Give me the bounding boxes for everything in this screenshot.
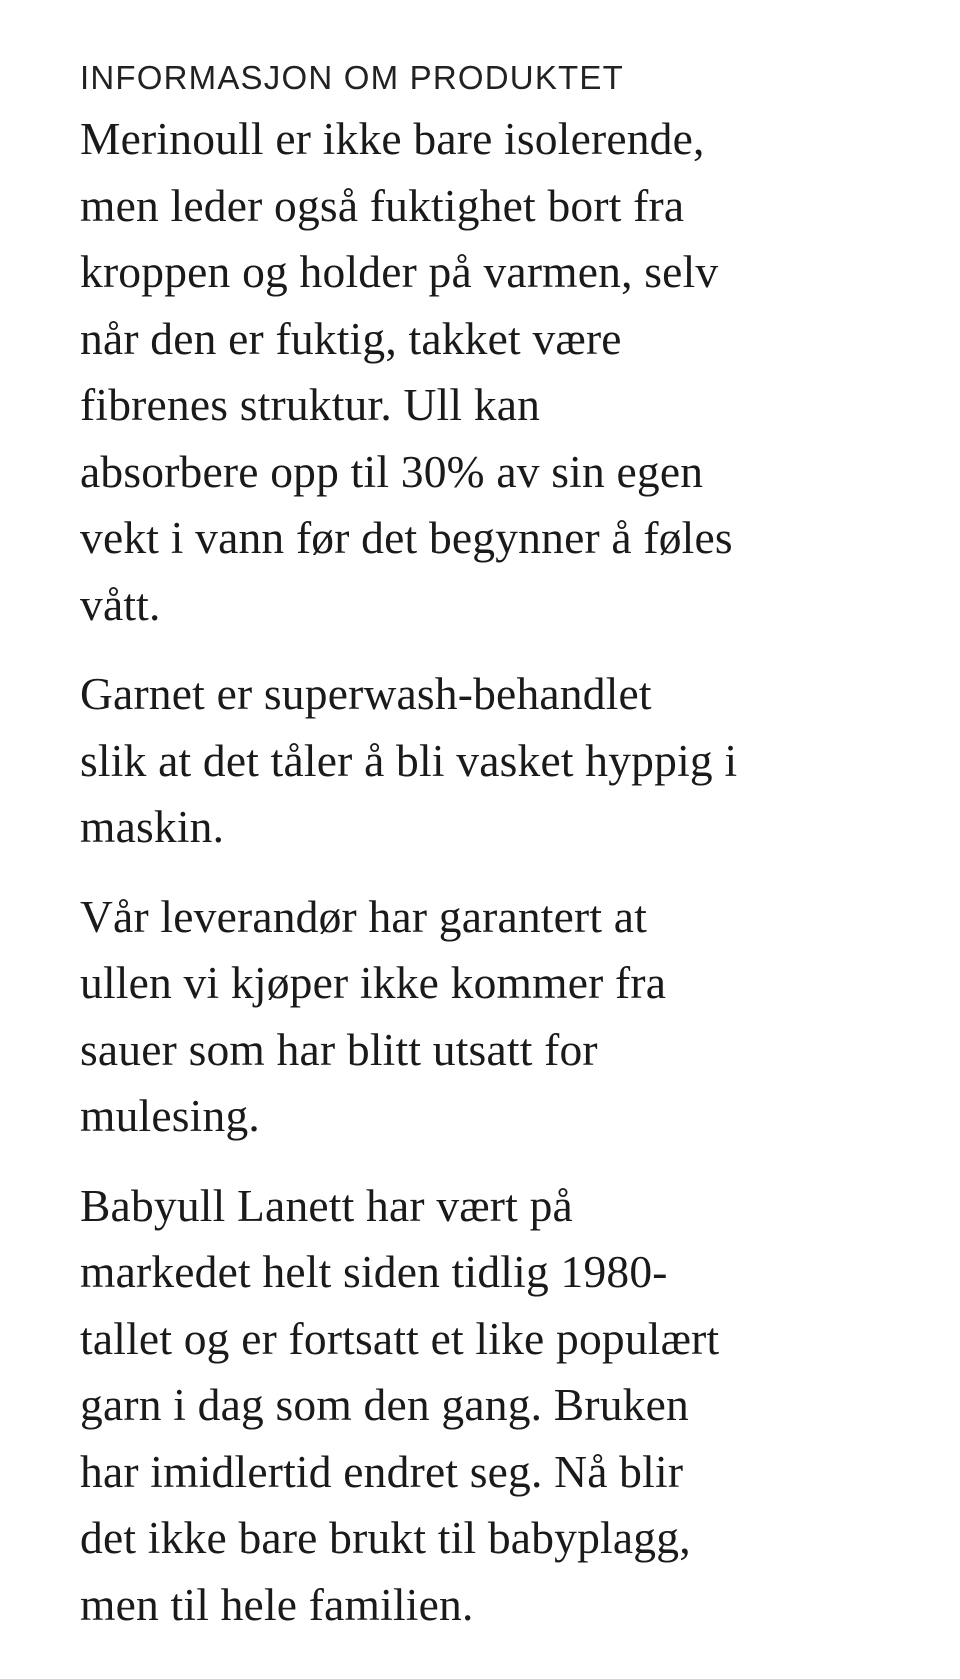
text-line: kroppen og holder på varmen, selv [80,246,719,297]
text-line: Garnet er superwash-behandlet [80,668,652,719]
text-line: slik at det tåler å bli vasket hyppig i [80,734,738,786]
text-line: det ikke bare brukt til babyplagg, [80,1512,691,1563]
text-line: Merinoull er ikke bare isolerende, [80,113,705,164]
text-line: men til hele familien. [80,1578,474,1630]
product-info-section [80,56,910,1661]
paragraph-merino-wool [80,106,910,638]
text-line: garn i dag som den gang. Bruken [80,1379,689,1430]
text-line: Vår leverandør har garantert at [80,890,648,942]
text-line: maskin. [80,801,225,852]
text-line: men leder også fuktighet bort fra [80,179,685,231]
text-line: når den er fuktig, takket være [80,312,622,364]
text-line: fibrenes struktur. Ull kan [80,379,541,430]
text-line: vekt i vann før det begynner å føles [80,512,733,563]
text-line: sauer som har blitt utsatt for [80,1023,598,1075]
text-line: absorbere opp til 30% av sin egen [80,445,704,497]
text-line: Babyull Lanett har vært på [80,1179,573,1231]
text-line: ullen vi kjøper ikke kommer fra [80,957,667,1008]
text-line: mulesing. [80,1090,261,1141]
text-line: markedet helt siden tidlig 1980- [80,1246,668,1297]
section-heading: INFORMASJON OM PRODUKTET [80,59,624,96]
paragraph-mulesing [80,884,910,1150]
text-line: vått. [80,578,161,630]
paragraph-history [80,1173,910,1639]
text-line: tallet og er fortsatt et like populært [80,1312,720,1364]
paragraph-superwash [80,661,910,861]
text-line: har imidlertid endret seg. Nå blir [80,1445,684,1497]
